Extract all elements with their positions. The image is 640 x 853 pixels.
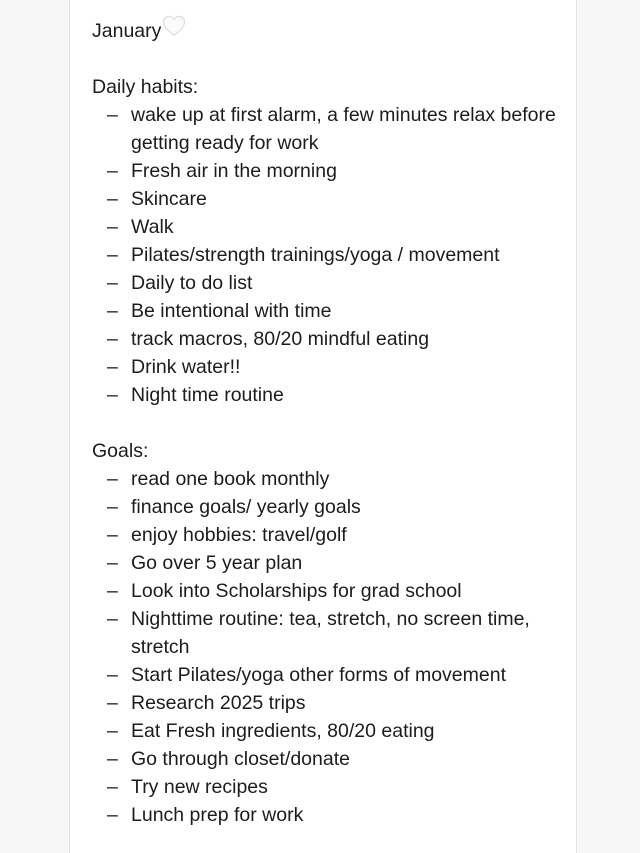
daily_habits-item-text: track macros, 80/20 mindful eating [131,328,430,350]
daily_habits-item-text: Daily to do list [131,272,253,294]
goals-list-item [92,773,562,801]
daily_habits-list-item [92,185,562,213]
goals-heading: Goals: [92,440,149,462]
daily_habits-list-item [92,269,562,297]
goals-list-item [92,745,562,773]
bullet-dash: – [107,328,118,350]
daily_habits-item-text: Walk [131,216,174,238]
bullet-dash: – [107,244,118,266]
daily_habits-list-item [92,157,562,185]
goals-list-item [92,717,562,745]
daily_habits-list-item [92,101,562,157]
goals-list-item [92,521,562,549]
bullet-dash: – [107,552,118,574]
daily_habits-list-item [92,297,562,325]
goals-item-text: Research 2025 trips [131,692,306,714]
blank-line [92,409,562,437]
daily_habits-item-text: Pilates/strength trainings/yoga / movement [131,244,500,266]
bullet-dash: – [107,692,118,714]
bullet-dash: – [107,804,118,826]
note-title: January [92,20,162,42]
goals-item-text: read one book monthly [131,468,330,490]
goals-item-text: Look into Scholarships for grad school [131,580,462,602]
goals-item-text: Lunch prep for work [131,804,304,826]
bullet-dash: – [107,776,118,798]
bullet-dash: – [107,748,118,770]
daily_habits-list-item [92,353,562,381]
note-title-line [92,17,562,45]
goals-item-text: finance goals/ yearly goals [131,496,361,518]
daily_habits-list-item [92,213,562,241]
bullet-dash: – [107,160,118,182]
bullet-dash: – [107,468,118,490]
bullet-dash: – [107,188,118,210]
goals-list [92,465,562,829]
bullet-dash: – [107,720,118,742]
daily-habits-list [92,101,562,409]
bullet-dash: – [107,384,118,406]
goals-item-text: Go over 5 year plan [131,552,303,574]
goals-item-text: Go through closet/donate [131,748,350,770]
daily_habits-item-text: Drink water!! [131,356,241,378]
goals-list-item [92,605,562,661]
bullet-dash: – [107,300,118,322]
bullet-dash: – [107,580,118,602]
daily-habits-heading: Daily habits: [92,76,199,98]
bullet-dash: – [107,216,118,238]
daily_habits-item-text: Fresh air in the morning [131,160,337,182]
daily_habits-list-item [92,381,562,409]
goals-list-item [92,801,562,829]
bullet-dash: – [107,272,118,294]
bullet-dash: – [107,664,118,686]
goals-item-text: Try new recipes [131,776,268,798]
bullet-dash: – [107,496,118,518]
goals-list-item [92,661,562,689]
bullet-dash: – [107,524,118,546]
goals-list-item [92,549,562,577]
note-content[interactable] [92,17,562,829]
bullet-dash: – [107,104,118,126]
goals-list-item [92,493,562,521]
goals-list-item [92,689,562,717]
bullet-dash: – [107,608,118,630]
goals-list-item [92,577,562,605]
goals-item-text: Start Pilates/yoga other forms of movement [131,664,506,686]
daily_habits-list-item [92,241,562,269]
goals-item-text: Eat Fresh ingredients, 80/20 eating [131,720,435,742]
daily_habits-item-text: wake up at first alarm, a few minutes relax before getting ready for work [131,104,556,154]
bullet-dash: – [107,356,118,378]
note-page [69,0,577,853]
daily_habits-item-text: Be intentional with time [131,300,332,322]
daily_habits-list-item [92,325,562,353]
goals-list-item [92,465,562,493]
daily_habits-item-text: Night time routine [131,384,284,406]
goals-item-text: enjoy hobbies: travel/golf [131,524,347,546]
goals-item-text: Nighttime routine: tea, stretch, no screen time, stretch [131,608,530,658]
daily_habits-item-text: Skincare [131,188,207,210]
white-heart-icon [162,15,186,45]
blank-line [92,45,562,73]
